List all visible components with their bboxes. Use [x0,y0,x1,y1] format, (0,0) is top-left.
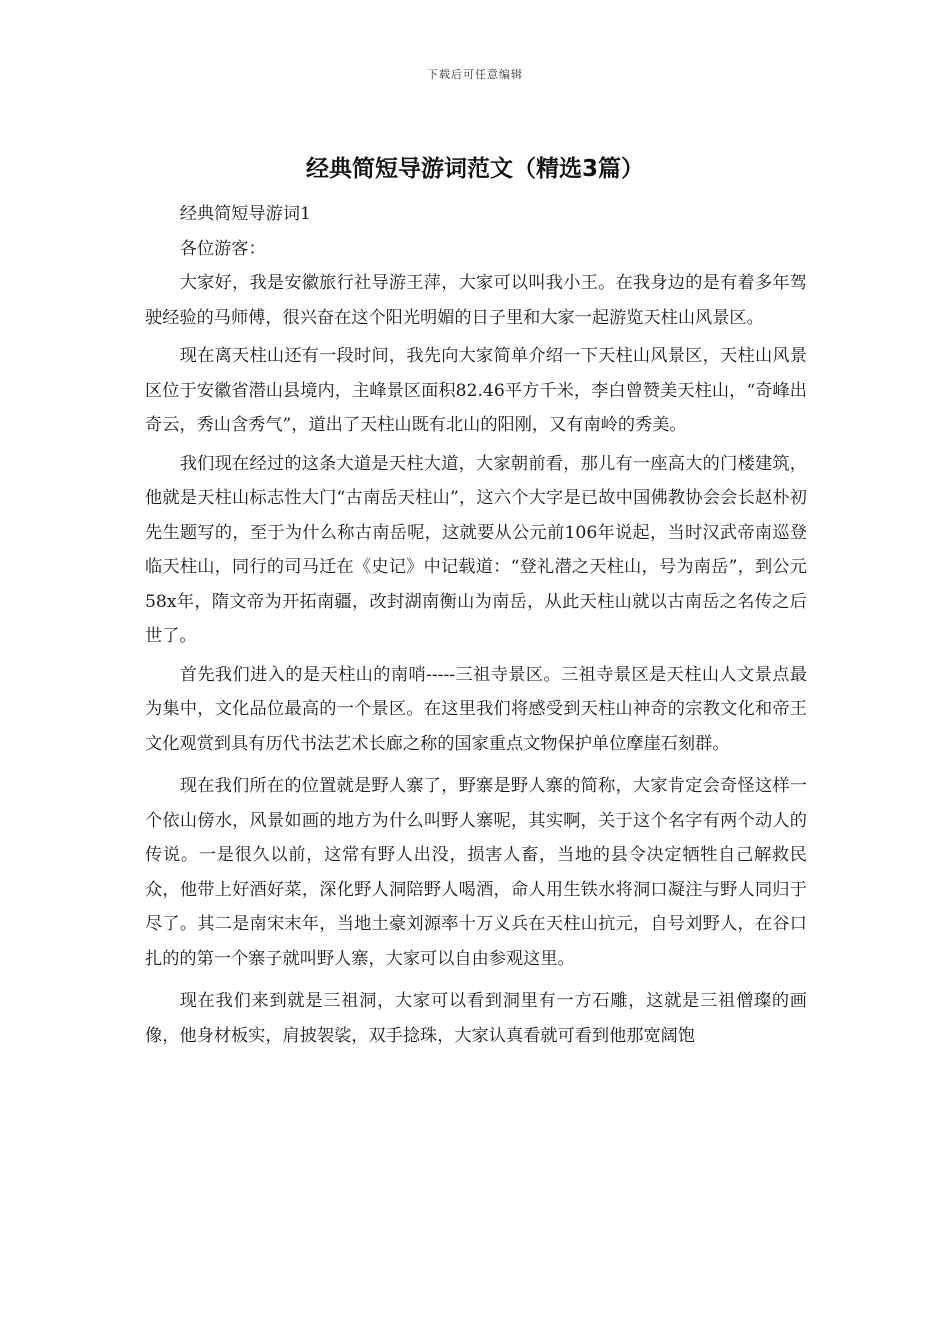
header-note: 下载后可任意编辑 [427,68,523,81]
paragraph-3: 我们现在经过的这条大道是天柱大道，大家朝前看，那儿有一座高大的门楼建筑，他就是天柱山标志性大门“古南岳天柱山”，这六个大字是已故中国佛教协会会长赵朴初先生题写的，至于为什么称古南岳呢，这就要从公元前106年说起，当时汉武帝南巡登临天柱山，同行的司马迁在《史记》中记载道：“登礼潜之天柱山，号为南岳”，到公元58x年，隋文帝为开拓南疆，改封湖南衡山为南岳，从此天柱山就以古南岳之名传之后世了。 [145,453,807,646]
document-title: 经典简短导游词范文（精选3篇） [305,156,644,182]
paragraph-5: 现在我们所在的位置就是野人寨了，野寨是野人寨的简称，大家肯定会奇怪这样一个依山傍水，风景如画的地方为什么叫野人寨呢，其实啊，关于这个名字有两个动人的传说。一是很久以前，这常有野人出没，损害人畜，当地的县令决定牺牲自己解救民众，他带上好酒好菜，深化野人洞陪野人喝酒，命人用生铁水将洞口凝注与野人同归于尽了。其二是南宋末年，当地土豪刘源率十万义兵在天柱山抗元，自号刘野人，在谷口扎的的第一个寨子就叫野人寨，大家可以自由参观这里。 [145,776,807,969]
paragraph-4: 首先我们进入的是天柱山的南哨-----三祖寺景区。三祖寺景区是天柱山人文景点最为集中，文化品位最高的一个景区。在这里我们将感受到天柱山神奇的宗教文化和帝王文化观赏到具有历代书法艺术长廊之称的国家重点文物保护单位摩崖石刻群。 [145,664,807,754]
greeting: 各位游客： [179,238,266,259]
section-subtitle: 经典简短导游词1 [179,204,311,224]
paragraph-6: 现在我们来到就是三祖洞，大家可以看到洞里有一方石雕，这就是三祖僧璨的画像，他身材板实，肩披袈裟，双手捻珠，大家认真看就可看到他那宽阔饱 [145,991,807,1046]
paragraph-1: 大家好，我是安徽旅行社导游王萍，大家可以叫我小王。在我身边的是有着多年驾驶经验的马师傅，很兴奋在这个阳光明媚的日子里和大家一起游览天柱山风景区。 [145,273,807,328]
paragraph-2: 现在离天柱山还有一段时间，我先向大家简单介绍一下天柱山风景区，天柱山风景区位于安徽省潜山县境内，主峰景区面积82.46平方千米，李白曾赞美天柱山，“奇峰出奇云，秀山含秀气”，道出了天柱山既有北山的阳刚，又有南岭的秀美。 [145,346,807,435]
document-body [145,197,807,1053]
